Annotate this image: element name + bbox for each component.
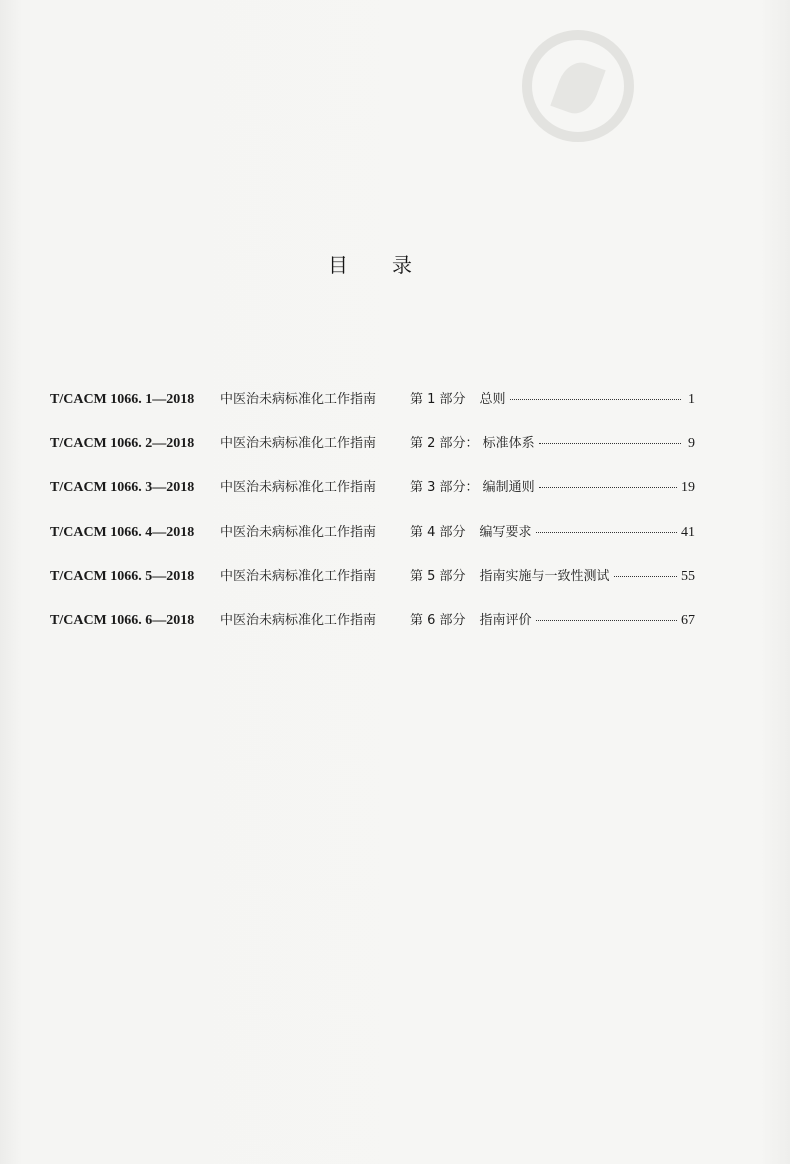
part-title: 指南实施与一致性测试 <box>479 568 610 584</box>
toc-entry[interactable] <box>50 521 695 565</box>
standard-number: T/CACM 1066. 5—2018 <box>50 568 195 584</box>
guide-name: 中医治未病标准化工作指南 <box>220 612 377 628</box>
toc-entry[interactable] <box>50 476 695 520</box>
page-number: 55 <box>681 568 695 584</box>
table-of-contents <box>50 388 695 653</box>
part-title: 总则 <box>479 392 506 407</box>
toc-title: 目录 <box>328 253 456 277</box>
part-number: 第 4 部分 <box>410 524 466 540</box>
guide-name: 中医治未病标准化工作指南 <box>220 524 377 540</box>
dot-leader <box>614 575 677 577</box>
standard-number: T/CACM 1066. 4—2018 <box>50 524 195 540</box>
toc-entry[interactable] <box>50 609 695 653</box>
part-number: 第 1 部分 <box>410 392 466 407</box>
dot-leader <box>539 442 681 444</box>
part-separator: ： <box>465 480 479 496</box>
bleed-through-emblem <box>522 30 634 142</box>
part-title: 标准体系 <box>482 436 535 452</box>
guide-name: 中医治未病标准化工作指南 <box>220 480 377 496</box>
part-number: 第 5 部分 <box>410 568 466 584</box>
part-title: 指南评价 <box>479 612 532 628</box>
toc-entry[interactable] <box>50 432 695 476</box>
dot-leader <box>536 531 677 533</box>
standard-number: T/CACM 1066. 2—2018 <box>50 436 195 452</box>
part-separator: ： <box>465 436 479 452</box>
page-number: 41 <box>681 524 695 540</box>
part-number: 第 3 部分 <box>410 480 466 496</box>
page-number: 9 <box>688 436 695 452</box>
dot-leader <box>510 398 681 400</box>
standard-number: T/CACM 1066. 6—2018 <box>50 612 195 628</box>
part-title: 编写要求 <box>479 524 532 540</box>
page-number: 19 <box>681 480 695 496</box>
page-number: 1 <box>688 392 695 407</box>
toc-entry[interactable] <box>50 565 695 609</box>
standard-number: T/CACM 1066. 3—2018 <box>50 480 195 496</box>
dot-leader <box>539 486 677 488</box>
part-number: 第 2 部分 <box>410 436 466 452</box>
guide-name: 中医治未病标准化工作指南 <box>220 436 377 452</box>
part-title: 编制通则 <box>482 480 535 496</box>
part-number: 第 6 部分 <box>410 612 466 628</box>
guide-name: 中医治未病标准化工作指南 <box>220 568 377 584</box>
dot-leader <box>536 619 677 621</box>
page-number: 67 <box>681 612 695 628</box>
standard-number: T/CACM 1066. 1—2018 <box>50 392 195 407</box>
toc-entry[interactable] <box>50 388 695 432</box>
guide-name: 中医治未病标准化工作指南 <box>220 392 377 407</box>
